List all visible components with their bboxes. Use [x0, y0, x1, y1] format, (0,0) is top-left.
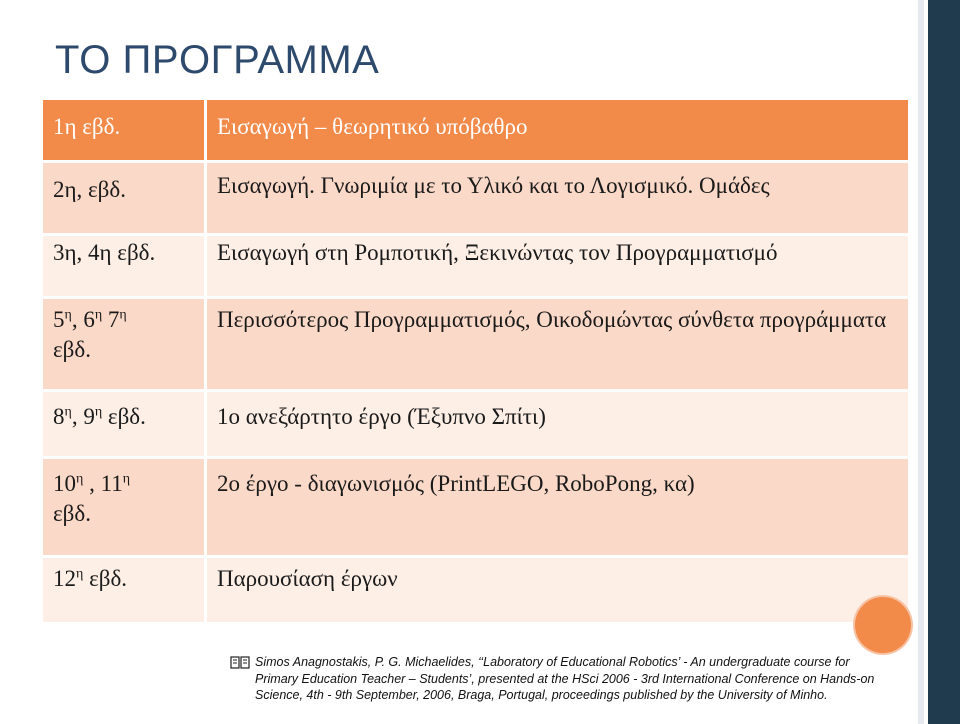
table-row — [43, 392, 908, 456]
topic-cell: Περισσότερος Προγραμματισμός, Οικοδομώντας σύνθετα προγράμματα — [207, 299, 908, 389]
week-cell: 1η εβδ. — [43, 100, 204, 160]
week-cell: 2η, εβδ. — [43, 163, 204, 233]
week-cell: $12^\eta$ εβδ. — [43, 558, 204, 622]
side-stripe-dark — [928, 0, 960, 724]
week-cell: $10^\eta$ , $11^\eta$ εβδ. — [43, 459, 204, 555]
topic-cell: Εισαγωγή στη Ρομποτική, Ξεκινώντας τον Προγραμματισμό — [207, 236, 908, 296]
table-row — [43, 100, 908, 160]
topic-cell: 1ο ανεξάρτητο έργο (Έξυπνο Σπίτι) — [207, 392, 908, 456]
table-row — [43, 163, 908, 233]
week-cell: $8^\eta$, $9^\eta$ εβδ. — [43, 392, 204, 456]
table-row — [43, 299, 908, 389]
table-row — [43, 558, 908, 622]
topic-cell: 2ο έργο - διαγωνισμός (PrintLEGO, RoboPong, κα) — [207, 459, 908, 555]
side-stripe-light — [918, 0, 924, 724]
topic-cell: Εισαγωγή. Γνωριμία με το Υλικό και το Λογισμικό. Ομάδες — [207, 163, 908, 233]
book-icon — [230, 655, 250, 671]
reference-citation: Simos Anagnostakis, P. G. Michaelides, ‘‘Laboratory of Educational Robotics’ - An undergraduate course for Primary Education Teacher – Students’, presented at the HSci 2006 - 3rd International Conference on Hands-on Science, 4th - 9th September, 2006, Braga, Portugal, proceedings published by the University of Minho. — [255, 655, 875, 702]
table-row — [43, 236, 908, 296]
table-row — [43, 459, 908, 555]
page-title: ΤΟ ΠΡΟΓΡΑΜΜΑ — [55, 38, 380, 82]
week-cell: $5^\eta$, $6^\eta$ $7^\eta$ εβδ. — [43, 299, 204, 389]
topic-cell: Παρουσίαση έργων — [207, 558, 908, 622]
week-cell: 3η, 4η εβδ. — [43, 236, 204, 296]
decorative-circle — [855, 597, 911, 653]
topic-cell: Εισαγωγή – θεωρητικό υπόβαθρο — [207, 100, 908, 160]
